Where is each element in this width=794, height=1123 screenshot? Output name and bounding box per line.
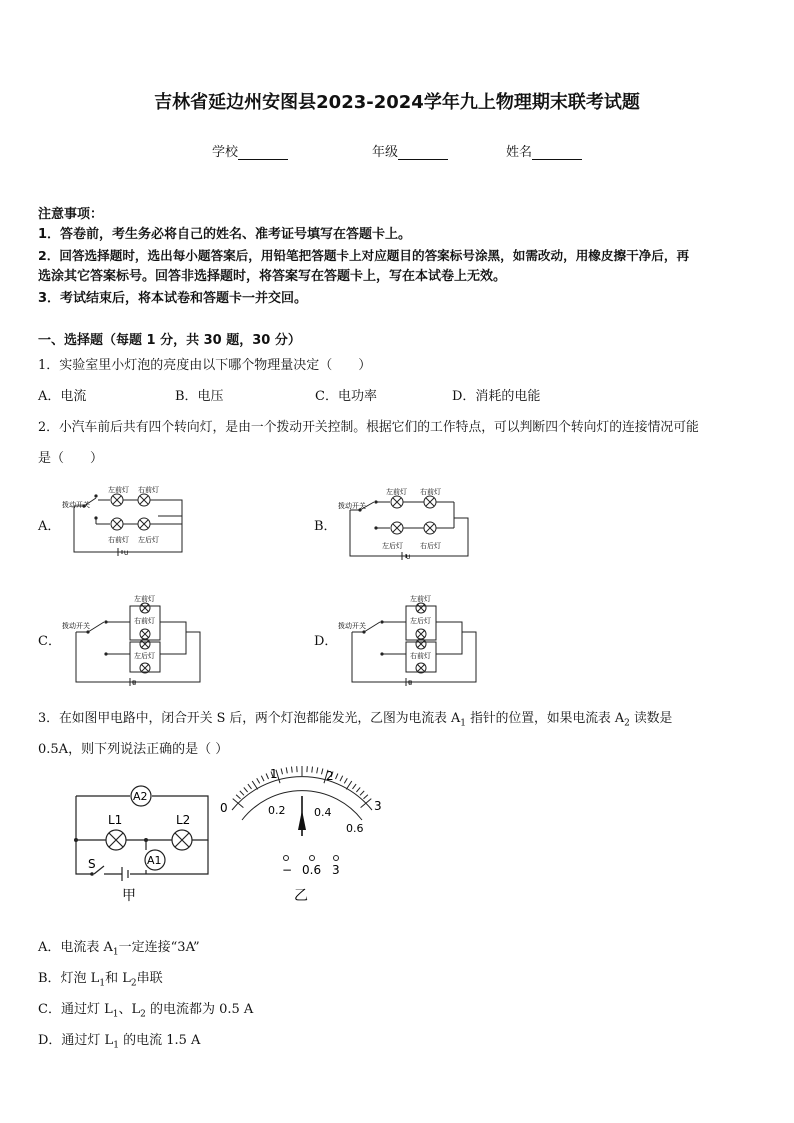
ammeter-dial-yi bbox=[218, 766, 388, 906]
scale-bottom-02: 0.2 bbox=[268, 804, 286, 817]
question-stem bbox=[38, 707, 672, 729]
subscript: 1 bbox=[112, 947, 119, 958]
dial-tick bbox=[340, 776, 343, 781]
grade-field bbox=[372, 141, 448, 160]
name-label: 姓名 bbox=[506, 145, 533, 160]
switch-s-label: S bbox=[88, 857, 96, 871]
opt-part: 一定连接“3A” bbox=[118, 940, 200, 955]
opt-part: 的电流 1.5 A bbox=[118, 1033, 201, 1048]
scale-top-3: 3 bbox=[374, 799, 382, 813]
circuit-diagram-c bbox=[60, 592, 210, 688]
option-a: A．电流 bbox=[38, 389, 87, 404]
opt-part: A．电流表 A bbox=[38, 940, 113, 955]
opt-part: C．通过灯 L bbox=[38, 1002, 113, 1017]
caption-yi: 乙 bbox=[294, 888, 308, 904]
opt-part: D．通过灯 L bbox=[38, 1033, 114, 1048]
scale-top-2: 2 bbox=[326, 769, 334, 783]
front-left-label: 左前灯 bbox=[410, 595, 431, 603]
dial-tick bbox=[286, 767, 287, 773]
notice-heading: 注意事项： bbox=[38, 207, 104, 222]
question-stem-cont: 是（ ） bbox=[38, 451, 104, 466]
subscript: 1 bbox=[460, 718, 466, 729]
switch-label: 拨动开关 bbox=[338, 502, 366, 510]
subscript: 2 bbox=[624, 718, 630, 729]
circuit-diagram-b bbox=[336, 482, 476, 562]
dial-tick bbox=[266, 774, 268, 780]
section-heading: 一、选择题（每题 1 分，共 30 题，30 分） bbox=[38, 333, 301, 348]
opt-part: 、L bbox=[118, 1002, 141, 1017]
option-c-label: C． bbox=[38, 634, 61, 649]
switch-label: 拨动开关 bbox=[62, 622, 90, 630]
name-blank bbox=[532, 146, 582, 160]
dial-tick bbox=[292, 767, 293, 773]
notice-item: 3．考试结束后，将本试卷和答题卡一并交回。 bbox=[38, 291, 308, 306]
dial-tick bbox=[236, 795, 240, 799]
front-left-label: 左前灯 bbox=[386, 488, 407, 496]
option-b: B．电压 bbox=[175, 389, 224, 404]
scale-top-1: 1 bbox=[270, 767, 278, 781]
front-right-label: 右前灯 bbox=[138, 486, 159, 494]
grade-blank bbox=[398, 146, 448, 160]
dial-tick bbox=[257, 778, 260, 783]
rear-left-label: 左后灯 bbox=[382, 542, 403, 550]
stem-part: 指针的位置，如果电流表 A bbox=[466, 711, 625, 726]
dial-tick bbox=[364, 795, 368, 799]
dial-tick bbox=[312, 767, 313, 773]
dial-tick bbox=[317, 767, 318, 773]
scale-top-0: 0 bbox=[220, 801, 228, 815]
school-blank bbox=[238, 146, 288, 160]
front-right-label: 右前灯 bbox=[420, 488, 441, 496]
scale-bottom-06: 0.6 bbox=[346, 822, 364, 835]
school-field bbox=[212, 141, 288, 160]
notice-item: 选涂其它答案标号。回答非选择题时，将答案写在答题卡上，写在本试卷上无效。 bbox=[38, 269, 507, 284]
lamp-l1-label: L1 bbox=[108, 813, 123, 827]
option-d: D．消耗的电能 bbox=[452, 389, 541, 404]
terminal-negative: − bbox=[282, 863, 293, 877]
rear-right-label: 右前灯 bbox=[108, 536, 129, 544]
caption-jia: 甲 bbox=[122, 888, 136, 904]
switch-label: 拨动开关 bbox=[62, 501, 90, 509]
subscript: 2 bbox=[130, 978, 137, 989]
notice-item: 2．回答选择题时，选出每小题答案后，用铅笔把答题卡上对应题目的答案标号涂黑，如需改动，用橡皮擦干净后，再 bbox=[38, 248, 690, 263]
subscript: 1 bbox=[113, 1040, 119, 1051]
option-b-label: B． bbox=[314, 519, 337, 534]
terminal-3: 3 bbox=[332, 863, 340, 877]
subscript: 1 bbox=[99, 978, 106, 989]
school-label: 学校 bbox=[212, 145, 239, 160]
circuit-diagram-d bbox=[336, 592, 486, 688]
dial-tick bbox=[356, 787, 360, 792]
circuit-diagram-jia bbox=[68, 782, 216, 906]
rear-left-label: 左后灯 bbox=[134, 652, 155, 660]
question-stem: 1．实验室里小灯泡的亮度由以下哪个物理量决定（ ） bbox=[38, 358, 372, 373]
option-b bbox=[38, 967, 163, 989]
notice-item: 1．答卷前，考生务必将自己的姓名、准考证号填写在答题卡上。 bbox=[38, 227, 412, 242]
rear-left-label: 左后灯 bbox=[138, 536, 159, 544]
dial-tick bbox=[281, 769, 282, 775]
scale-bottom-04: 0.4 bbox=[314, 806, 332, 819]
question-stem-cont: 0.5A，则下列说法正确的是（ ） bbox=[38, 742, 229, 757]
option-a bbox=[38, 936, 200, 958]
front-left-label: 左前灯 bbox=[134, 595, 155, 603]
option-c bbox=[38, 998, 253, 1020]
dial-tick bbox=[344, 778, 347, 783]
source-label: U bbox=[132, 680, 137, 687]
circuit-diagram-a bbox=[60, 482, 190, 558]
rear-right-label: 右后灯 bbox=[420, 542, 441, 550]
opt-part: B．灯泡 L bbox=[38, 971, 100, 986]
dial-tick bbox=[322, 769, 323, 775]
stem-part: 3．在如图甲电路中，闭合开关 S 后，两个灯泡都能发光，乙图为电流表 A bbox=[38, 711, 461, 726]
opt-part: 串联 bbox=[136, 971, 163, 986]
name-field bbox=[506, 141, 582, 160]
dial-tick bbox=[336, 774, 338, 780]
grade-label: 年级 bbox=[372, 145, 399, 160]
rear-left-label: 左后灯 bbox=[410, 617, 431, 625]
page-title: 吉林省延边州安图县2023-2024学年九上物理期末联考试题 bbox=[154, 92, 640, 113]
ammeter-a2-label: A2 bbox=[133, 790, 148, 803]
option-a-label: A． bbox=[38, 519, 61, 534]
dial-tick bbox=[353, 784, 357, 789]
dial-tick bbox=[240, 791, 244, 795]
option-c: C．电功率 bbox=[315, 389, 377, 404]
opt-part: 和 L bbox=[105, 971, 131, 986]
dial-tick bbox=[248, 784, 252, 789]
option-d bbox=[38, 1029, 200, 1051]
subscript: 2 bbox=[140, 1009, 146, 1020]
source-label: U bbox=[124, 550, 129, 557]
dial-tick bbox=[244, 787, 248, 792]
question-stem: 2．小汽车前后共有四个转向灯，是由一个拨动开关控制。根据它们的工作特点，可以判断四个转向灯的连接情况可能 bbox=[38, 420, 699, 435]
source-label: U bbox=[408, 680, 413, 687]
front-left-label: 左前灯 bbox=[108, 486, 129, 494]
dial-tick bbox=[261, 776, 264, 781]
terminal-06: 0.6 bbox=[302, 863, 322, 877]
front-right-label: 右前灯 bbox=[134, 617, 155, 625]
stem-part: 读数是 bbox=[629, 711, 673, 726]
opt-part: 的电流都为 0.5 A bbox=[145, 1002, 254, 1017]
dial-tick bbox=[360, 791, 364, 795]
lamp-l2-label: L2 bbox=[176, 813, 191, 827]
ammeter-a1-label: A1 bbox=[147, 854, 162, 867]
front-right-label: 右前灯 bbox=[410, 652, 431, 660]
subscript: 1 bbox=[112, 1009, 119, 1020]
option-d-label: D． bbox=[314, 634, 338, 649]
source-label: U bbox=[406, 554, 411, 561]
switch-label: 拨动开关 bbox=[338, 622, 366, 630]
